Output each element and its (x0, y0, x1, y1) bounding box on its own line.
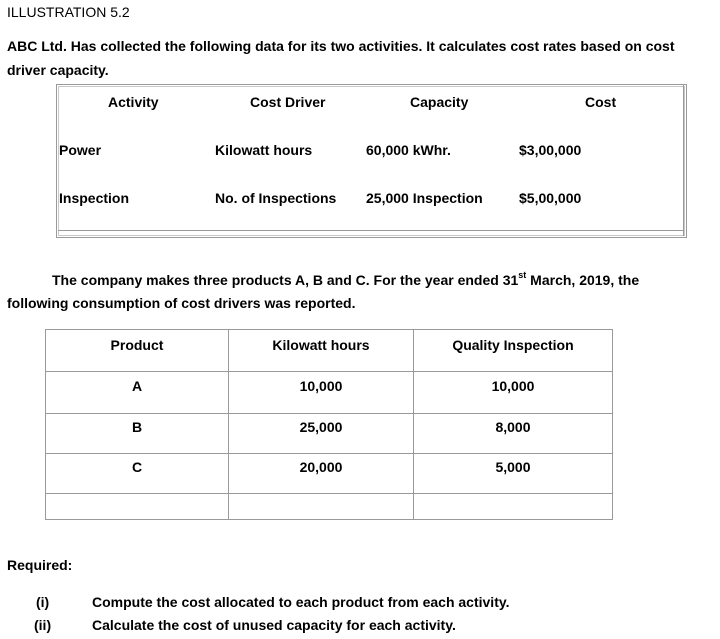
product-a: A (131, 378, 143, 394)
para2-line-1: The company makes three products A, B and C. For the year ended 31st March, 2019, the (52, 270, 640, 288)
row-divider-4 (46, 493, 612, 494)
intro-line-2: driver capacity. (7, 62, 109, 78)
product-c-inspection: 5,000 (495, 459, 531, 475)
activity-table (56, 84, 687, 238)
consumption-table (45, 329, 613, 520)
header-capacity: Capacity (410, 94, 469, 110)
header-activity: Activity (108, 94, 159, 110)
product-a-inspection: 10,000 (491, 378, 535, 394)
illustration-heading: ILLUSTRATION 5.2 (7, 4, 130, 20)
requirement-1-number: (i) (36, 594, 50, 610)
row-power-cost: $3,00,000 (519, 142, 582, 158)
product-a-kwh: 10,000 (299, 378, 343, 394)
intro-line-1: ABC Ltd. Has collected the following data for its two activities. It calculates cost rates based on cost (7, 38, 675, 54)
activity-table-bottom-rule (58, 230, 683, 231)
header-product: Product (110, 337, 164, 353)
row-divider-1 (46, 371, 612, 372)
requirement-2-number: (ii) (34, 617, 52, 633)
row-power-capacity: 60,000 kWhr. (366, 142, 451, 158)
activity-table-right-rule (683, 84, 684, 236)
header-cost: Cost (585, 94, 617, 110)
requirement-2-text: Calculate the cost of unused capacity for each activity. (92, 617, 456, 633)
header-cost-driver: Cost Driver (250, 94, 326, 110)
requirement-1-text: Compute the cost allocated to each product from each activity. (92, 594, 510, 610)
row-power-driver: Kilowatt hours (215, 142, 313, 158)
product-c: C (131, 459, 143, 475)
row-inspection-driver: No. of Inspections (215, 190, 337, 206)
row-divider-2 (46, 413, 612, 414)
row-inspection-capacity: 25,000 Inspection (366, 190, 483, 206)
row-power-activity: Power (59, 142, 102, 158)
header-quality-inspection: Quality Inspection (452, 337, 574, 353)
product-c-kwh: 20,000 (299, 459, 343, 475)
product-b: B (131, 419, 143, 435)
header-kilowatt-hours: Kilowatt hours (272, 337, 370, 353)
required-label: Required: (7, 557, 73, 573)
row-inspection-cost: $5,00,000 (519, 190, 582, 206)
product-b-kwh: 25,000 (299, 419, 343, 435)
para2-line-2: following consumption of cost drivers was reported. (7, 295, 356, 311)
row-divider-3 (46, 453, 612, 454)
product-b-inspection: 8,000 (495, 419, 531, 435)
row-inspection-activity: Inspection (59, 190, 130, 206)
